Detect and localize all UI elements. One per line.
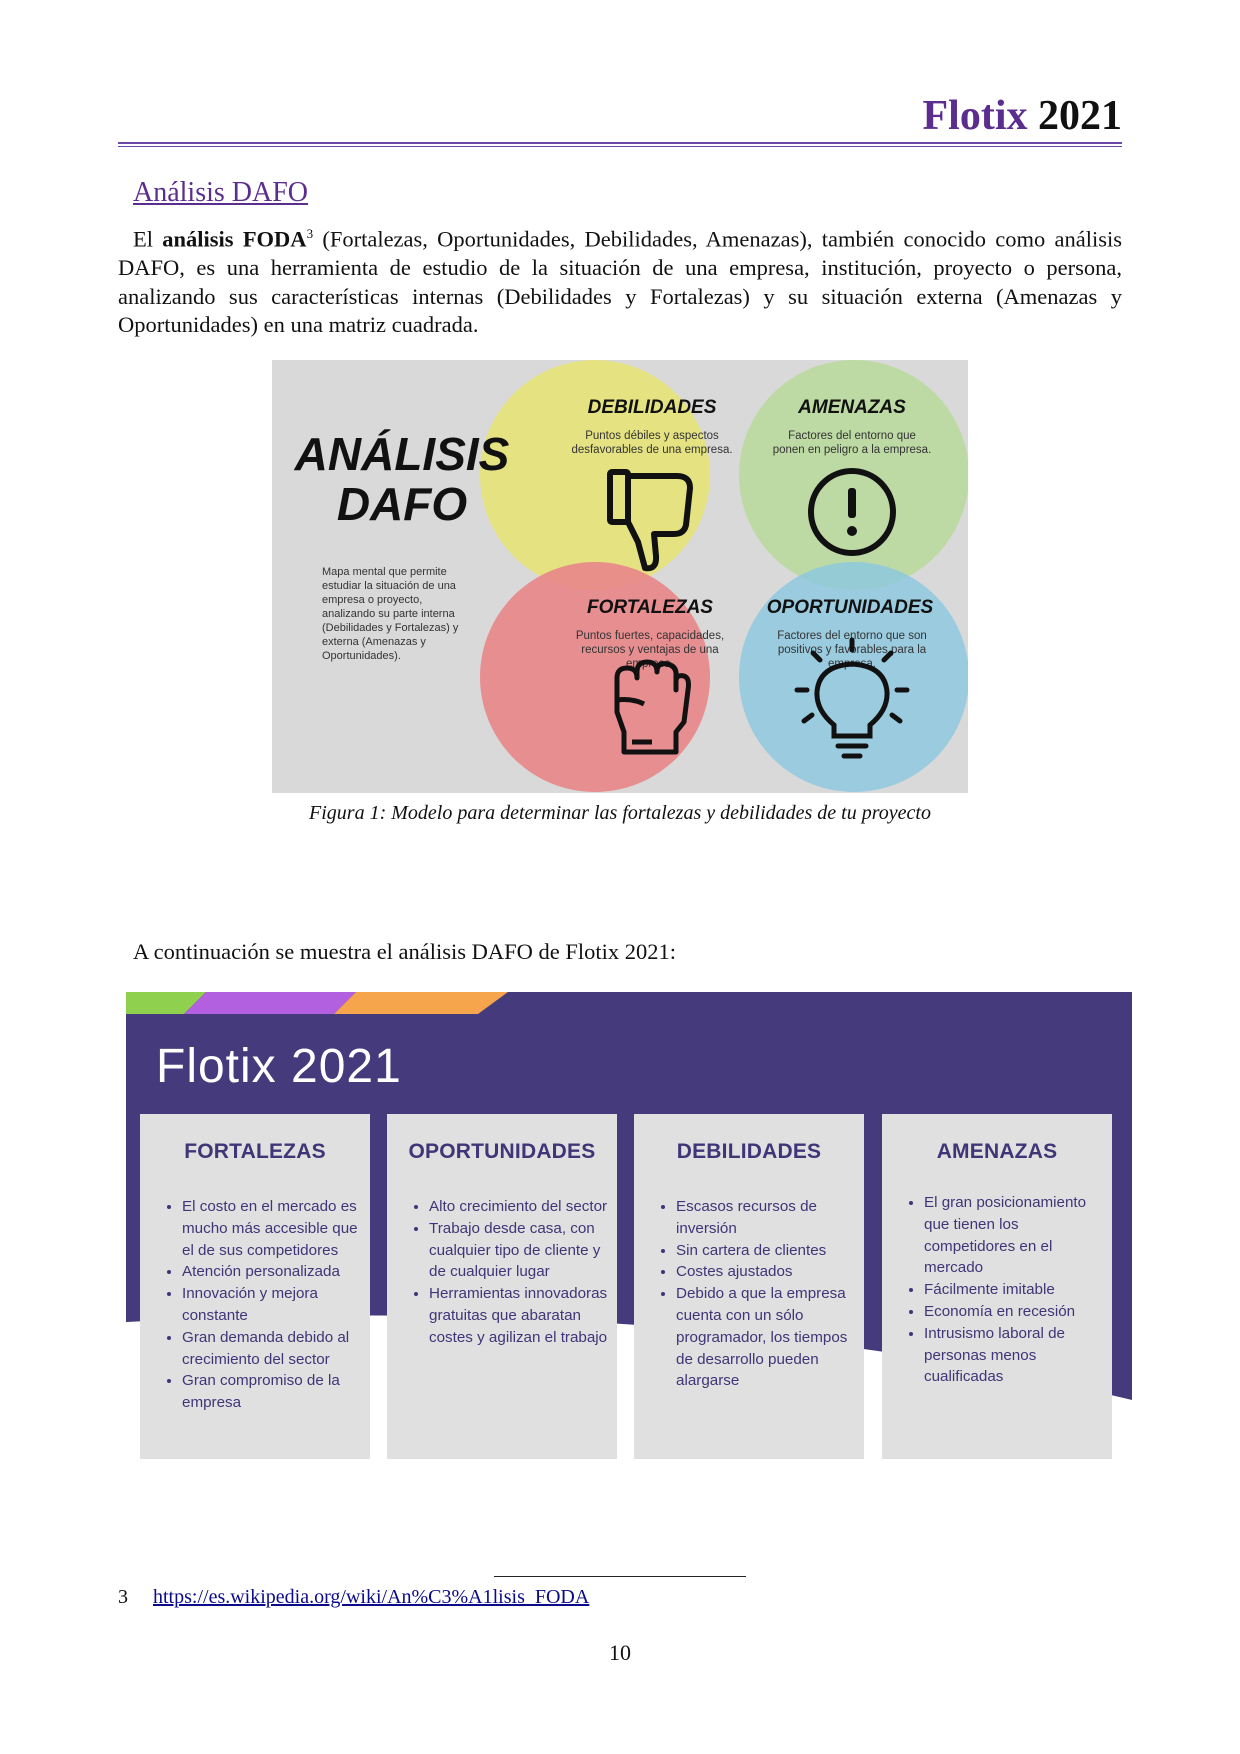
card-oportunidades <box>387 1114 617 1459</box>
intro-pre: El <box>133 226 163 252</box>
banner-stripe-purple <box>184 992 356 1014</box>
list-item: • Gran compromiso de la empresa <box>182 1370 362 1414</box>
list-item: • Herramientas innovadoras gratuitas que abaratan costes y agilizan el trabajo <box>429 1283 609 1348</box>
quad-desc-oportunidades: positivos y favorables para la <box>777 644 927 656</box>
fig-desc-line: Oportunidades). <box>322 650 401 662</box>
header-title <box>923 92 1122 140</box>
header-rule <box>118 142 1122 147</box>
intro-paragraph <box>118 220 1122 340</box>
quad-desc-amenazas: ponen en peligro a la empresa. <box>772 444 932 456</box>
card-list <box>900 1192 1104 1388</box>
quad-desc-debilidades: desfavorables de una empresa. <box>571 444 733 456</box>
banner-title: Flotix 2021 <box>156 1040 402 1093</box>
footnote-number: 3 <box>118 1586 128 1608</box>
list-item: • Sin cartera de clientes <box>676 1240 856 1262</box>
quad-title-fortalezas: FORTALEZAS <box>587 597 713 618</box>
card-title: FORTALEZAS <box>184 1140 326 1163</box>
intro-post: (Fortalezas, Oportunidades, Debilidades, Amenazas), también conocido como análisis DAFO, es una herramienta de estudio de la situación de una empresa, institución, proyecto o persona, analizando sus características internas (Debilidades y Fortalezas) y su situación externa (Amenazas y Oportunidades) en una matriz cuadrada. <box>118 226 1122 337</box>
list-item: • Escasos recursos de inversión <box>676 1196 856 1240</box>
quad-desc-oportunidades: Factores del entorno que son <box>777 630 927 642</box>
section-title: Análisis DAFO <box>133 177 309 208</box>
list-item: • Intrusismo laboral de personas menos cualificadas <box>924 1323 1104 1388</box>
card-list <box>652 1196 856 1392</box>
quad-desc-fortalezas: empresa. <box>626 658 674 670</box>
figure-dafo-diagram <box>272 360 968 793</box>
quad-title-debilidades: DEBILIDADES <box>587 397 717 418</box>
fig-desc-line: estudiar la situación de una <box>322 580 456 592</box>
card-title: OPORTUNIDADES <box>408 1140 596 1163</box>
fig-desc-line: analizando su parte interna <box>322 608 455 620</box>
list-item: • Trabajo desde casa, con cualquier tipo de cliente y de cualquier lugar <box>429 1218 609 1283</box>
list-item: • El costo en el mercado es mucho más accesible que el de sus competidores <box>182 1196 362 1261</box>
list-item: • El gran posicionamiento que tienen los competidores en el mercado <box>924 1192 1104 1279</box>
quad-title-oportunidades: OPORTUNIDADES <box>766 597 934 618</box>
intro-bold: análisis FODA <box>162 226 307 252</box>
list-item: • Costes ajustados <box>676 1261 856 1283</box>
quad-desc-amenazas: Factores del entorno que <box>788 430 916 442</box>
quad-desc-oportunidades: empresa. <box>828 658 876 670</box>
fig-desc-line: empresa o proyecto, <box>322 594 423 606</box>
fig-title-line2: DAFO <box>336 478 468 530</box>
figure-caption: Figura 1: Modelo para determinar las fortalezas y debilidades de tu proyecto <box>309 802 931 824</box>
dafo-banner <box>126 992 1132 1462</box>
list-item: • Gran demanda debido al crecimiento del sector <box>182 1327 362 1371</box>
list-item: • Economía en recesión <box>924 1301 1104 1323</box>
quad-title-amenazas: AMENAZAS <box>798 397 906 418</box>
fig-desc-line: externa (Amenazas y <box>322 636 426 648</box>
continuation-text: A continuación se muestra el análisis DAFO de Flotix 2021: <box>133 939 677 964</box>
card-debilidades <box>634 1114 864 1459</box>
header-year: 2021 <box>1038 93 1122 139</box>
card-list <box>158 1196 362 1414</box>
card-amenazas <box>882 1114 1112 1459</box>
card-title: DEBILIDADES <box>676 1140 822 1163</box>
list-item: • Innovación y mejora constante <box>182 1283 362 1327</box>
card-fortalezas <box>140 1114 370 1459</box>
quad-desc-fortalezas: Puntos fuertes, capacidades, <box>575 630 725 642</box>
footnote-ref[interactable]: 3 <box>306 226 314 241</box>
list-item: • Fácilmente imitable <box>924 1279 1104 1301</box>
fig-desc-line: (Debilidades y Fortalezas) y <box>322 622 459 634</box>
footnote-link[interactable]: https://es.wikipedia.org/wiki/An%C3%A1lisis_FODA <box>153 1586 590 1608</box>
card-title: AMENAZAS <box>936 1140 1058 1163</box>
fig-title-line1: ANÁLISIS <box>294 428 510 480</box>
fig-desc-line: Mapa mental que permite <box>322 566 447 578</box>
quad-desc-debilidades: Puntos débiles y aspectos <box>585 430 719 442</box>
list-item: • Atención personalizada <box>182 1261 362 1283</box>
quad-desc-fortalezas: recursos y ventajas de una <box>581 644 719 656</box>
card-list <box>405 1196 609 1349</box>
page-number: 10 <box>609 1640 631 1665</box>
list-item: • Alto crecimiento del sector <box>429 1196 609 1218</box>
banner-stripe-orange <box>334 992 508 1014</box>
footnote-rule <box>494 1576 746 1577</box>
header-brand: Flotix <box>922 93 1028 139</box>
list-item: • Debido a que la empresa cuenta con un sólo programador, los tiempos de desarrollo pueden alargarse <box>676 1283 856 1392</box>
